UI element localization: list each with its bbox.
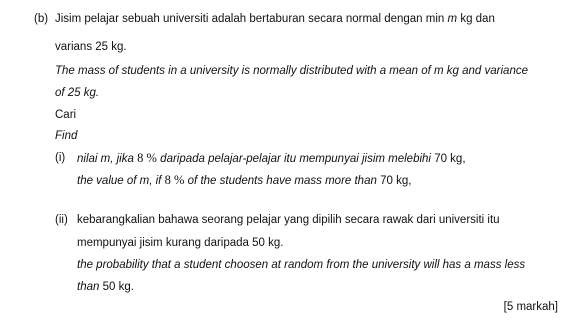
percent-sign: % [146, 151, 157, 165]
part-b-english-line-1: The mass of students in a university is normally distributed with a mean of m kg and variance [55, 65, 528, 77]
part-i-malay-c: 70 kg, [434, 153, 466, 165]
part-b-label: (b) [34, 13, 49, 25]
marks-label: [5 markah] [503, 301, 558, 313]
part-ii-malay-line-2: mempunyai jisim kurang daripada 50 kg. [77, 237, 284, 249]
part-ii-english-line-1: the probability that a student choosen at random from the university will has a mass less [77, 259, 526, 271]
part-i-english-a: the value of m, if [77, 175, 162, 187]
part-b-english-line-2: of 25 kg. [55, 87, 100, 99]
part-b-malay-line-2: varians 25 kg. [55, 41, 127, 53]
part-i-malay-b: daripada pelajar-pelajar itu mempunyai jisim melebihi [160, 153, 431, 165]
part-i-malay-a: nilai m, jika [77, 153, 134, 165]
part-ii-malay-line-1: kebarangkalian bahawa seorang pelajar yang dipilih secara rawak dari universiti itu [77, 214, 500, 226]
part-b-malay-tail: kg dan [460, 13, 495, 25]
mean-variable: m [447, 13, 458, 25]
part-i-malay-line [77, 151, 466, 166]
part-ii-english-line-2 [77, 280, 134, 294]
percent-sign-en: % [174, 173, 185, 187]
part-b-malay-text: Jisim pelajar sebuah universiti adalah bertaburan secara normal dengan min [55, 13, 445, 25]
cari-label: Cari [55, 109, 77, 121]
percent-number-en: 8 [164, 173, 171, 187]
part-i-english-c: 70 kg, [380, 175, 412, 187]
part-i-english-line [77, 173, 411, 188]
part-i-label: (i) [55, 152, 66, 164]
part-ii-english-2a: than [77, 281, 100, 293]
percent-number: 8 [137, 151, 144, 165]
part-ii-label: (ii) [55, 214, 68, 226]
find-label: Find [55, 130, 78, 142]
part-b-malay-line-1 [55, 12, 495, 26]
part-i-english-b: of the students have mass more than [187, 175, 377, 187]
part-ii-english-2b: 50 kg. [102, 281, 134, 293]
